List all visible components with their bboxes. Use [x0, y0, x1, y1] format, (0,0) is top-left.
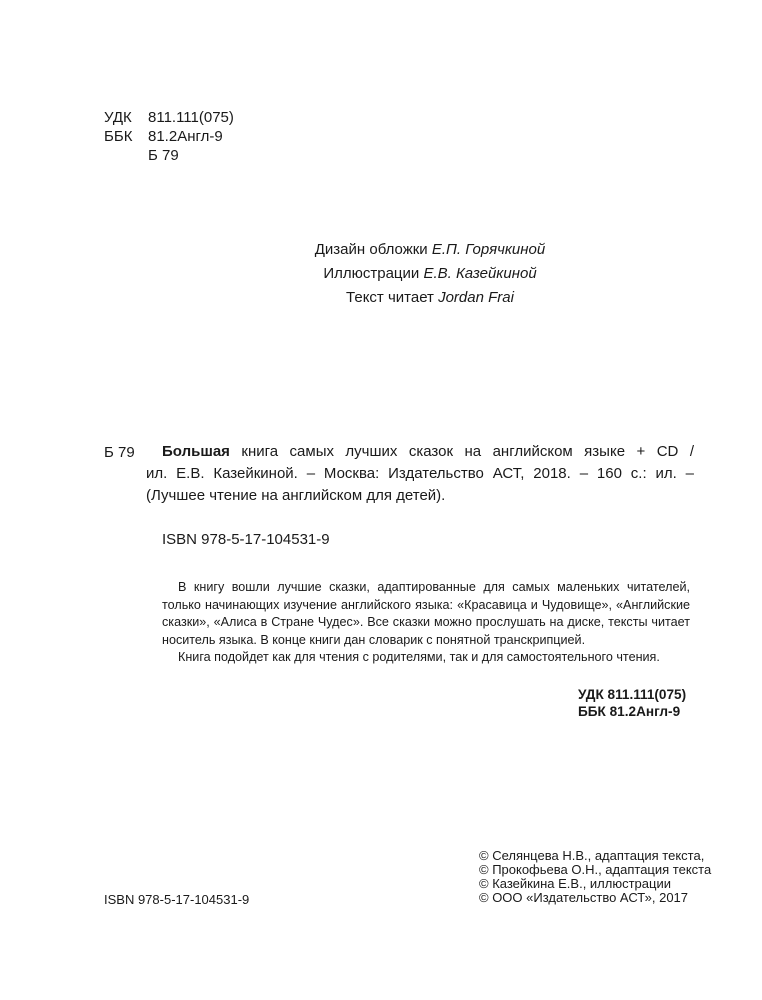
annotation	[162, 579, 690, 667]
bottom-udk: УДК 811.111(075)	[578, 687, 687, 702]
bottom-bbk: ББК 81.2Англ-9	[578, 704, 681, 719]
author-mark-line	[104, 146, 234, 165]
credit-reader-prefix: Текст читает	[346, 289, 434, 306]
bbk-line	[104, 127, 234, 146]
annotation-line-3: сказки», «Алиса в Стране Чудес». Все сказки можно прослушать на диске, тексты читает	[162, 615, 690, 630]
copyright-line-2: © Прокофьева О.Н., адаптация текста	[479, 862, 712, 877]
credit-cover-name: Е.П. Горячкиной	[431, 241, 546, 258]
credit-illus-name: Е.В. Казейкиной	[423, 265, 537, 282]
credit-cover-prefix: Дизайн обложки	[314, 241, 428, 258]
copyright-line-4: © ООО «Издательство АСТ», 2017	[479, 890, 689, 905]
bibliography-line-1-rest: книга самых лучших сказок на английском языке + CD /	[241, 443, 694, 460]
bibliography-record	[146, 441, 694, 507]
copyright-line-3: © Казейкина Е.В., иллюстрации	[479, 876, 671, 891]
author-mark: Б 79	[148, 147, 179, 164]
copyright-block	[479, 849, 711, 905]
credit-cover	[280, 240, 580, 259]
udk-label: УДК	[104, 109, 132, 126]
copyright-line-1: © Селянцева Н.В., адаптация текста,	[479, 848, 705, 863]
bottom-classification	[578, 686, 686, 720]
bibliography-line-1	[162, 441, 694, 463]
udk-value: 811.111(075)	[148, 109, 234, 126]
credit-reader	[280, 288, 580, 307]
bbk-label: ББК	[104, 128, 133, 145]
bibliography-line-3: (Лучшее чтение на английском для детей).	[146, 487, 446, 504]
bibliography-line-2: ил. Е.В. Казейкиной. – Москва: Издательство АСТ, 2018. – 160 с.: ил. –	[146, 465, 694, 482]
top-classification	[104, 108, 234, 165]
credit-reader-name: Jordan Frai	[438, 289, 514, 306]
credit-illus-prefix: Иллюстрации	[323, 265, 420, 282]
annotation-line-4: носитель языка. В конце книги дан словарик с понятной транскрипцией.	[162, 632, 586, 647]
annotation-line-5: Книга подойдет как для чтения с родителями, так и для самостоятельного чтения.	[178, 650, 660, 665]
annotation-line-1: В книгу вошли лучшие сказки, адаптированные для самых маленьких читателей,	[178, 580, 690, 594]
credit-illustrations	[280, 264, 580, 283]
isbn-main: ISBN 978-5-17-104531-9	[162, 531, 330, 548]
udk-line	[104, 108, 234, 127]
bbk-value: 81.2Англ-9	[148, 128, 223, 145]
annotation-line-2: только начинающих изучение английского языка: «Красавица и Чудовище», «Английские	[162, 597, 690, 612]
bibliography-title-word: Большая	[162, 443, 230, 460]
bibliography-mark: Б 79	[104, 444, 135, 461]
isbn-footer: ISBN 978-5-17-104531-9	[104, 892, 250, 907]
